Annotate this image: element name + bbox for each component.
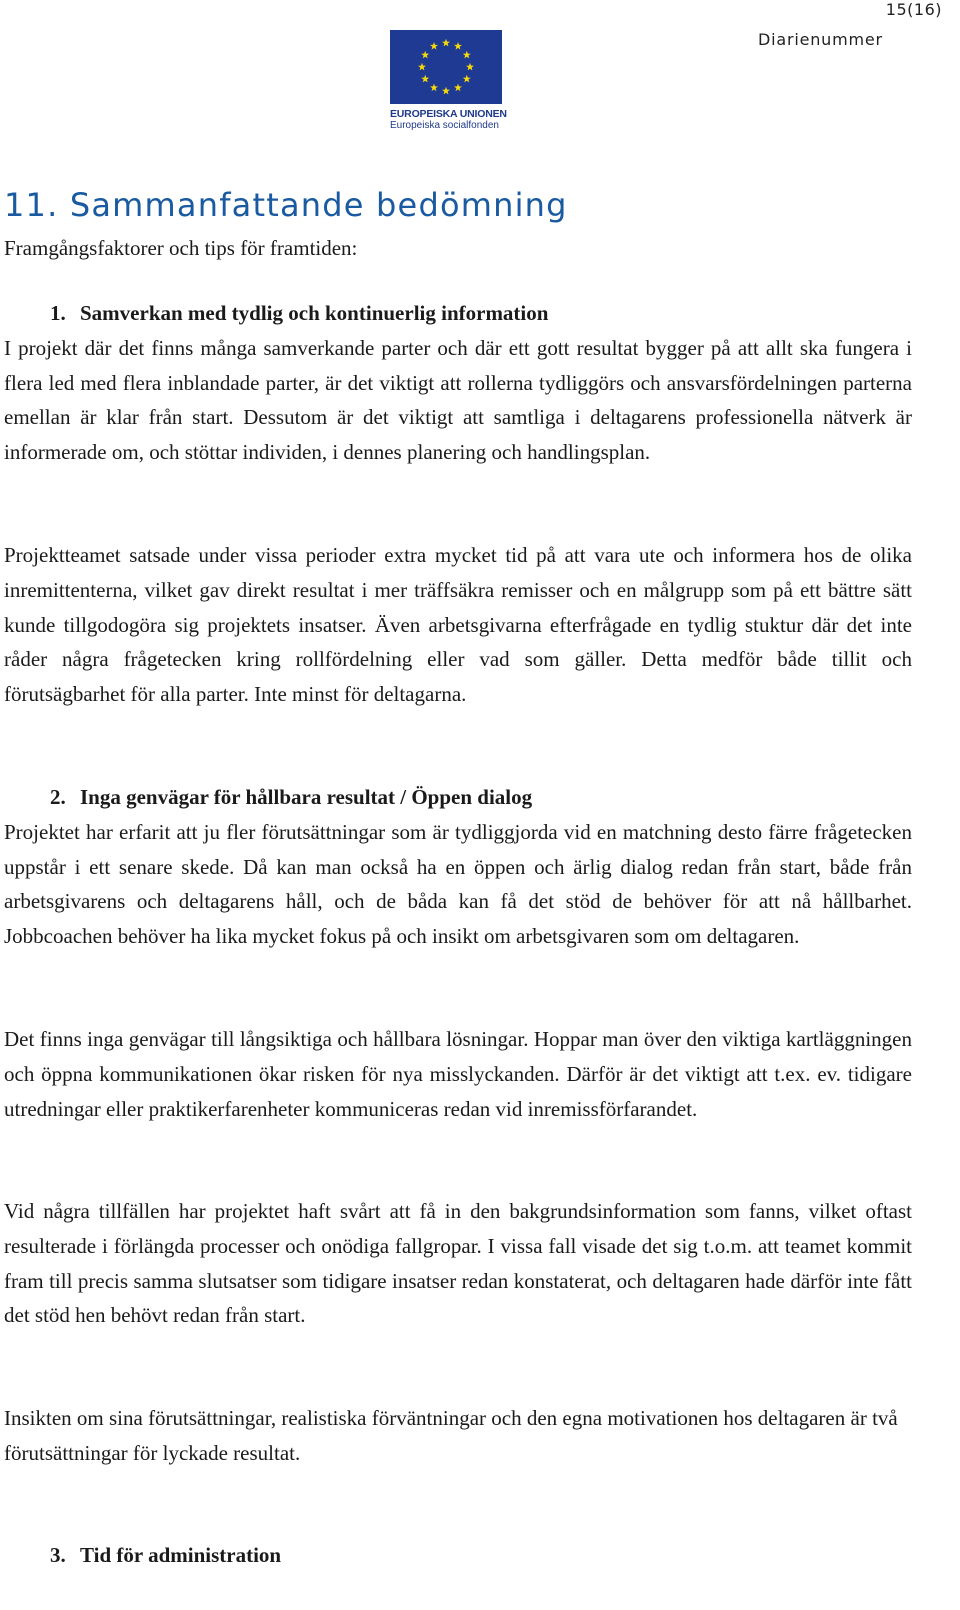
item-2-paragraph-2: Det finns inga genvägar till långsiktiga och hållbara lösningar. Hoppar man över den viktiga kartläggningen och öppna kommunikationen ökar risken för nya misslyckanden. Därför är det viktigt att t.ex. ev. tidigare utredningar eller praktikerfarenheter kommuniceras redan vid inremissförfarandet.	[4, 1027, 912, 1121]
item-1-continued	[4, 538, 912, 712]
item-2-paragraph-3: Vid några tillfällen har projektet haft svårt att få in den bakgrundsinformation som fanns, vilket oftast resulterade i förlängda processer och onödiga fallgropar. I vissa fall visade det sig t.o.m. att teamet kommit fram till precis samma slutsatser som tidigare insatser redan konstaterat, och deltagaren hade därför inte fått det stöd hen behövt redan från start.	[4, 1199, 912, 1328]
item-1-paragraph-2: Projektteamet satsade under vissa perioder extra mycket tid på att vara ute och informera hos de olika inremittenterna, vilket gav direkt resultat i mer träffsäkra remisser och en målgrupp som på ett bättre sätt kunde tillgodogöra sig projektets insatser. Även arbetsgivarna efterfrågade en tydlig stuktur där det inte råder några frågetecken kring rollfördelning eller vad som gäller. Detta medför både tillit och förutsägbarhet för alla parter. Inte minst för deltagarna.	[4, 543, 912, 707]
item-2-number: 2.	[50, 785, 66, 809]
item-1-heading	[4, 296, 912, 331]
item-2-paragraph-1: Projektet har erfarit att ju fler förutsättningar som är tydliggjorda vid en matchning desto färre frågetecken uppstår i ett senare skede. Då kan man också ha en öppen och ärlig dialog redan från start, både från arbetsgivarens och deltagarens håll, och de båda kan få det stöd de behöver för att nå hållbarhet. Jobbcoachen behöver ha lika mycket fokus på och insikt om arbetsgivaren som om deltagaren.	[4, 819, 912, 949]
eu-flag-icon	[390, 30, 502, 104]
eu-logo	[390, 30, 507, 132]
item-2-heading	[4, 780, 912, 815]
eu-logo-line1: EUROPEISKA UNIONEN	[390, 108, 507, 120]
item-1-title: Samverkan med tydlig och kontinuerlig information	[80, 301, 549, 325]
diarienummer-label: Diarienummer	[758, 30, 883, 49]
item-2-block-3	[4, 1194, 912, 1333]
item-1-paragraph-1: I projekt där det finns många samverkande parter och där ett gott resultat bygger på att allt ska fungera i flera led med flera inblandade parter, är det viktigt att rollerna tydliggörs och ansvarsfördelningen parterna emellan är klar från start. Dessutom är det viktigt att samtliga i deltagarens professionella nätverk är informerade om, och stöttar individen, i dennes planering och handlingsplan.	[4, 335, 912, 465]
item-3	[4, 1538, 912, 1573]
item-2	[4, 780, 912, 954]
item-3-heading	[4, 1538, 912, 1573]
section-heading: 11. Sammanfattande bedömning	[4, 186, 568, 224]
item-2-block-2	[4, 1022, 912, 1126]
item-2-title: Inga genvägar för hållbara resultat / Öppen dialog	[80, 785, 533, 809]
item-2-paragraph-4: Insikten om sina förutsättningar, realistiska förväntningar och den egna motivationen hos deltagaren är två förutsättningar för lyckade resultat.	[4, 1406, 898, 1465]
eu-logo-line2: Europeiska socialfonden	[390, 120, 499, 131]
section-subtitle: Framgångsfaktorer och tips för framtiden:	[4, 236, 358, 260]
page-number: 15(16)	[885, 0, 942, 19]
item-1-number: 1.	[50, 301, 66, 325]
item-2-block-4	[4, 1401, 912, 1471]
item-1	[4, 296, 912, 470]
item-3-title: Tid för administration	[80, 1543, 282, 1567]
item-3-number: 3.	[50, 1543, 66, 1567]
